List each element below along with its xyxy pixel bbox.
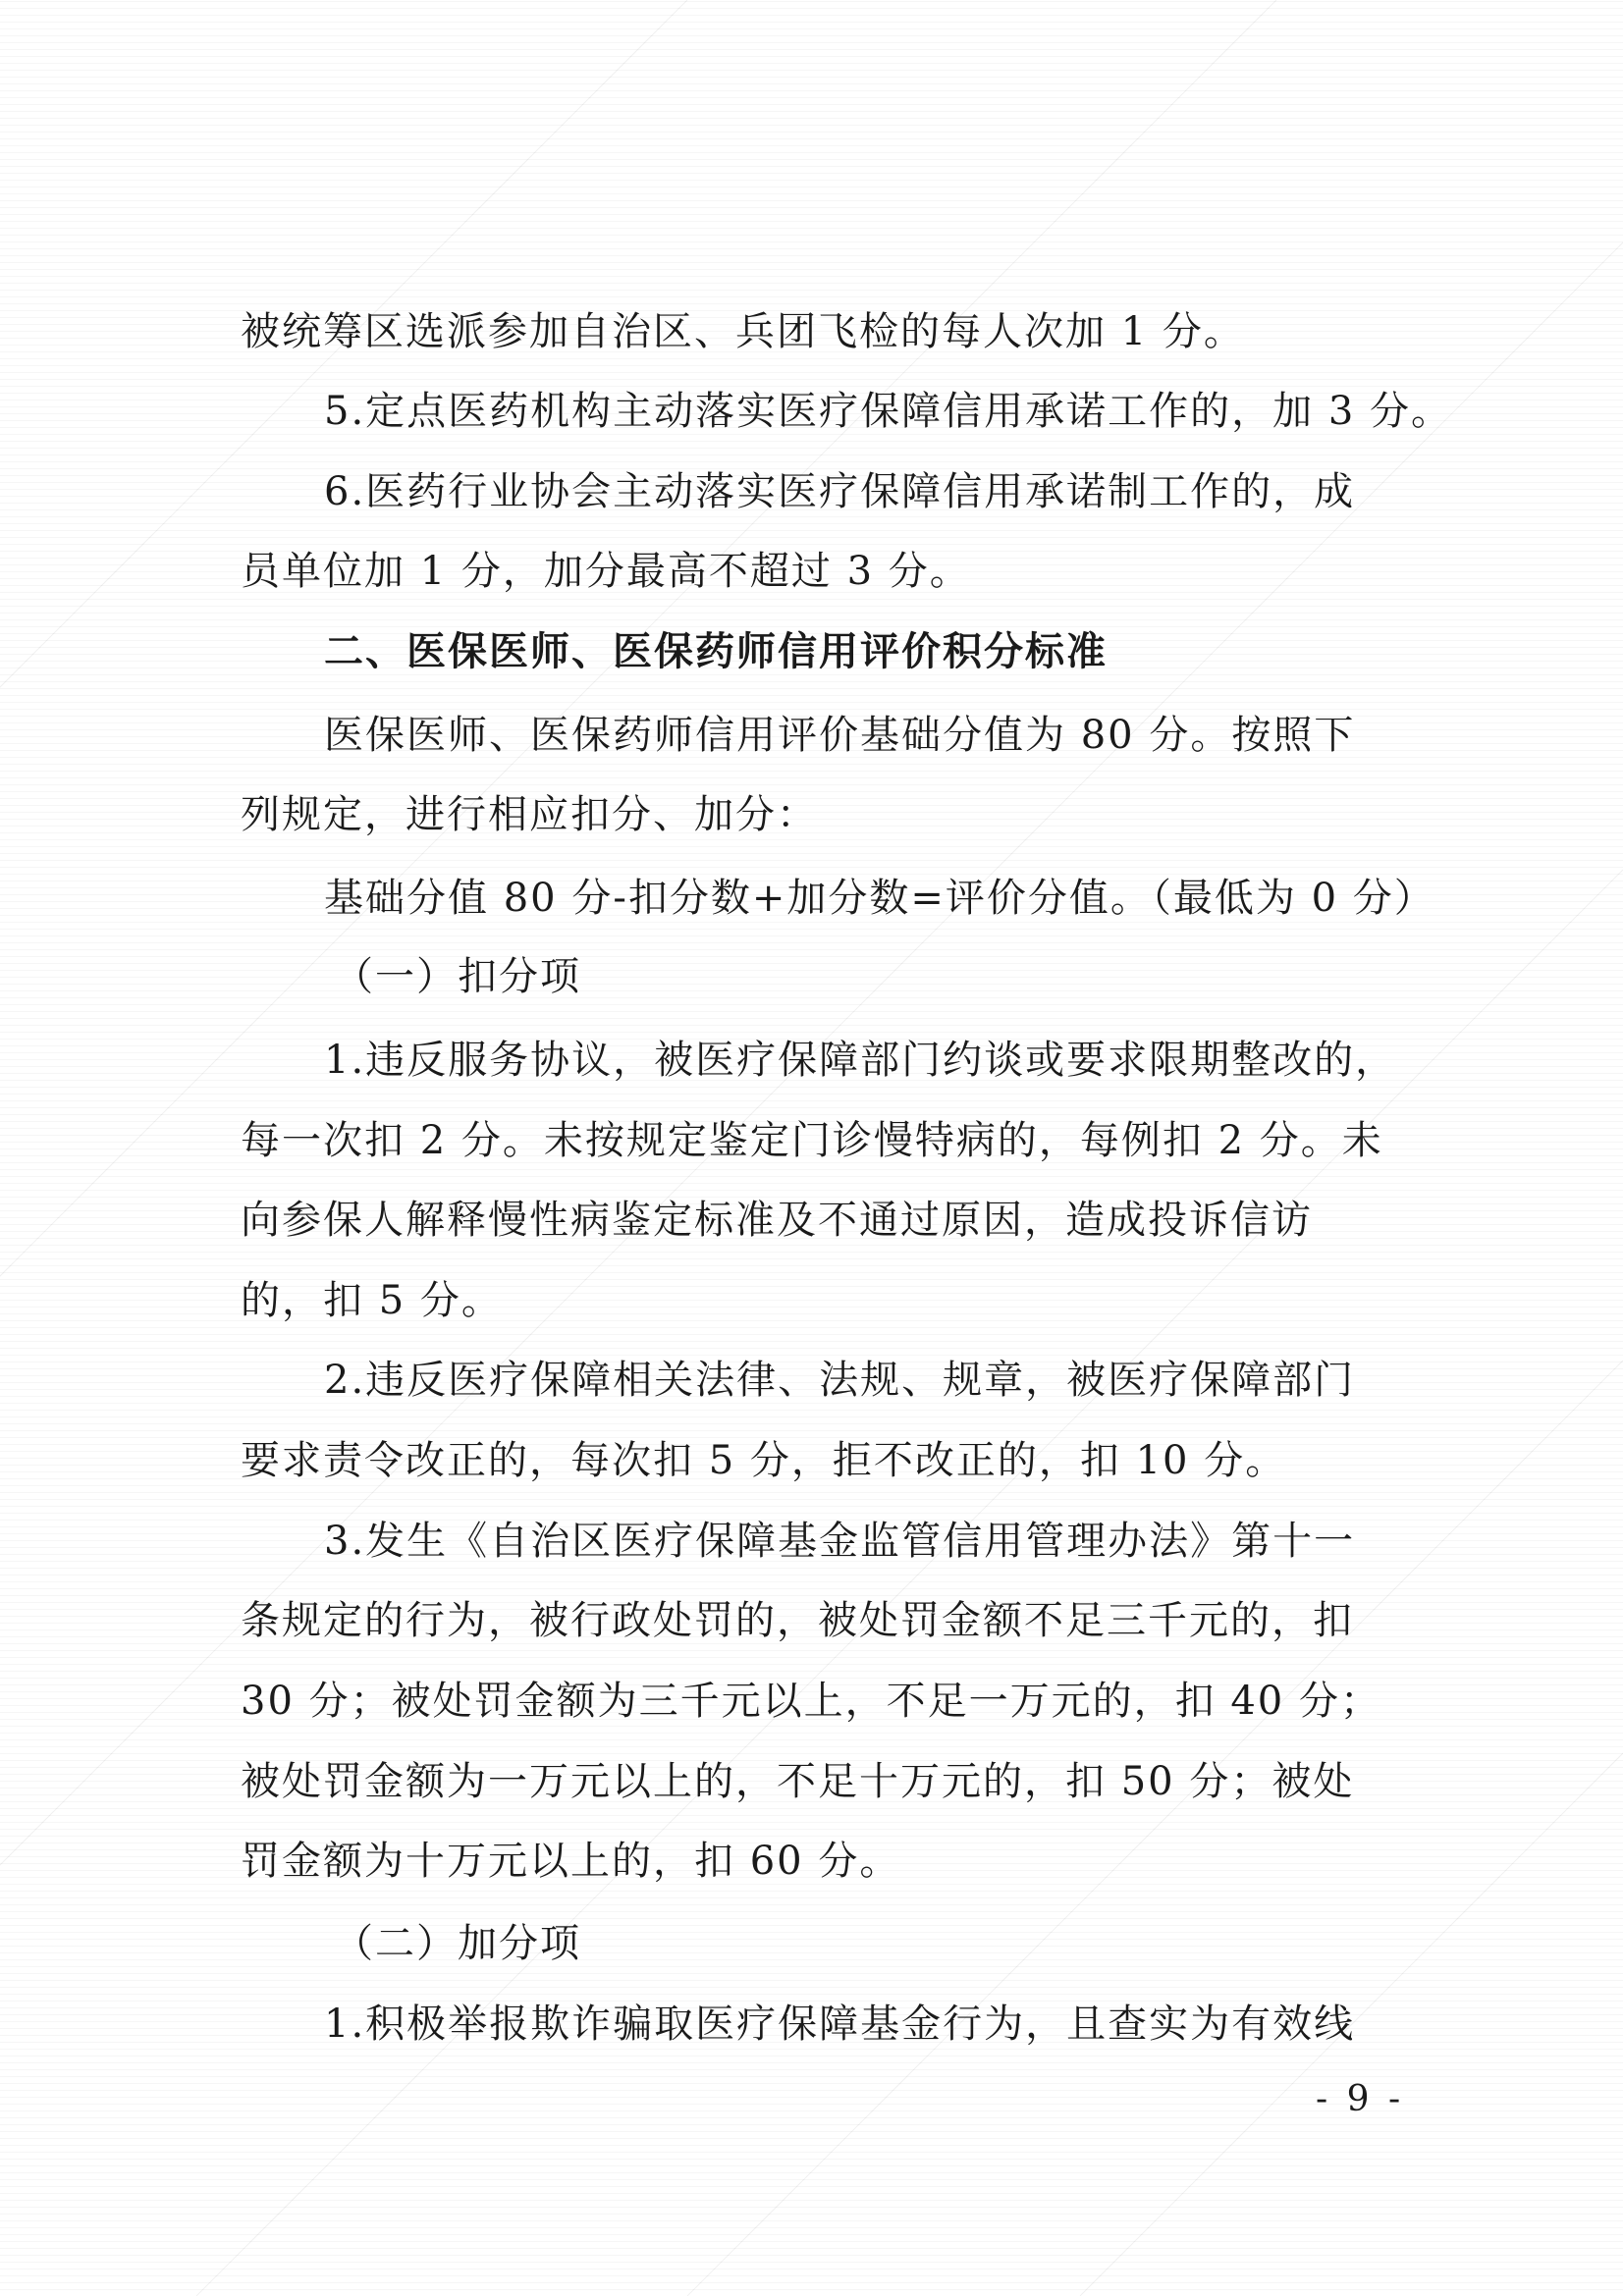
text-line-6: 医保医师、医保药师信用评价基础分值为 80 分。按照下 — [324, 713, 1356, 758]
text-line-20: 罚金额为十万元以上的，扣 60 分。 — [241, 1839, 901, 1884]
text-line-16: 3.发生《自治区医疗保障基金监管信用管理办法》第十一 — [324, 1519, 1356, 1564]
subheading-deductions: （一）扣分项 — [334, 954, 581, 999]
text-line-11: 每一次扣 2 分。未按规定鉴定门诊慢特病的，每例扣 2 分。未 — [241, 1118, 1383, 1163]
text-line-17: 条规定的行为，被行政处罚的，被处罚金额不足三千元的，扣 — [241, 1598, 1354, 1643]
text-line-2: 5.定点医药机构主动落实医疗保障信用承诺工作的，加 3 分。 — [324, 389, 1453, 434]
subheading-additions: （二）加分项 — [334, 1921, 581, 1966]
text-line-3: 6.医药行业协会主动落实医疗保障信用承诺制工作的，成 — [324, 469, 1356, 514]
text-line-4: 员单位加 1 分，加分最高不超过 3 分。 — [241, 549, 971, 594]
text-line-15: 要求责令改正的，每次扣 5 分，拒不改正的，扣 10 分。 — [241, 1438, 1287, 1483]
text-line-22: 1.积极举报欺诈骗取医疗保障基金行为，且查实为有效线 — [324, 2002, 1356, 2047]
text-line-14: 2.违反医疗保障相关法律、法规、规章，被医疗保障部门 — [324, 1358, 1356, 1403]
text-line-18: 30 分；被处罚金额为三千元以上，不足一万元的，扣 40 分； — [241, 1679, 1381, 1724]
text-line-1: 被统筹区选派参加自治区、兵团飞检的每人次加 1 分。 — [241, 309, 1245, 354]
text-line-7: 列规定，进行相应扣分、加分： — [241, 792, 818, 837]
text-line-8: 基础分值 80 分-扣分数+加分数=评价分值。（最低为 0 分） — [324, 876, 1435, 921]
text-line-12: 向参保人解释慢性病鉴定标准及不通过原因，造成投诉信访 — [241, 1198, 1313, 1243]
text-line-10: 1.违反服务协议，被医疗保障部门约谈或要求限期整改的， — [324, 1038, 1397, 1083]
section-heading-2: 二、医保医师、医保药师信用评价积分标准 — [324, 628, 1108, 674]
page-number: - 9 - — [1316, 2079, 1405, 2119]
text-line-13: 的，扣 5 分。 — [241, 1278, 503, 1323]
text-line-19: 被处罚金额为一万元以上的，不足十万元的，扣 50 分；被处 — [241, 1759, 1355, 1804]
